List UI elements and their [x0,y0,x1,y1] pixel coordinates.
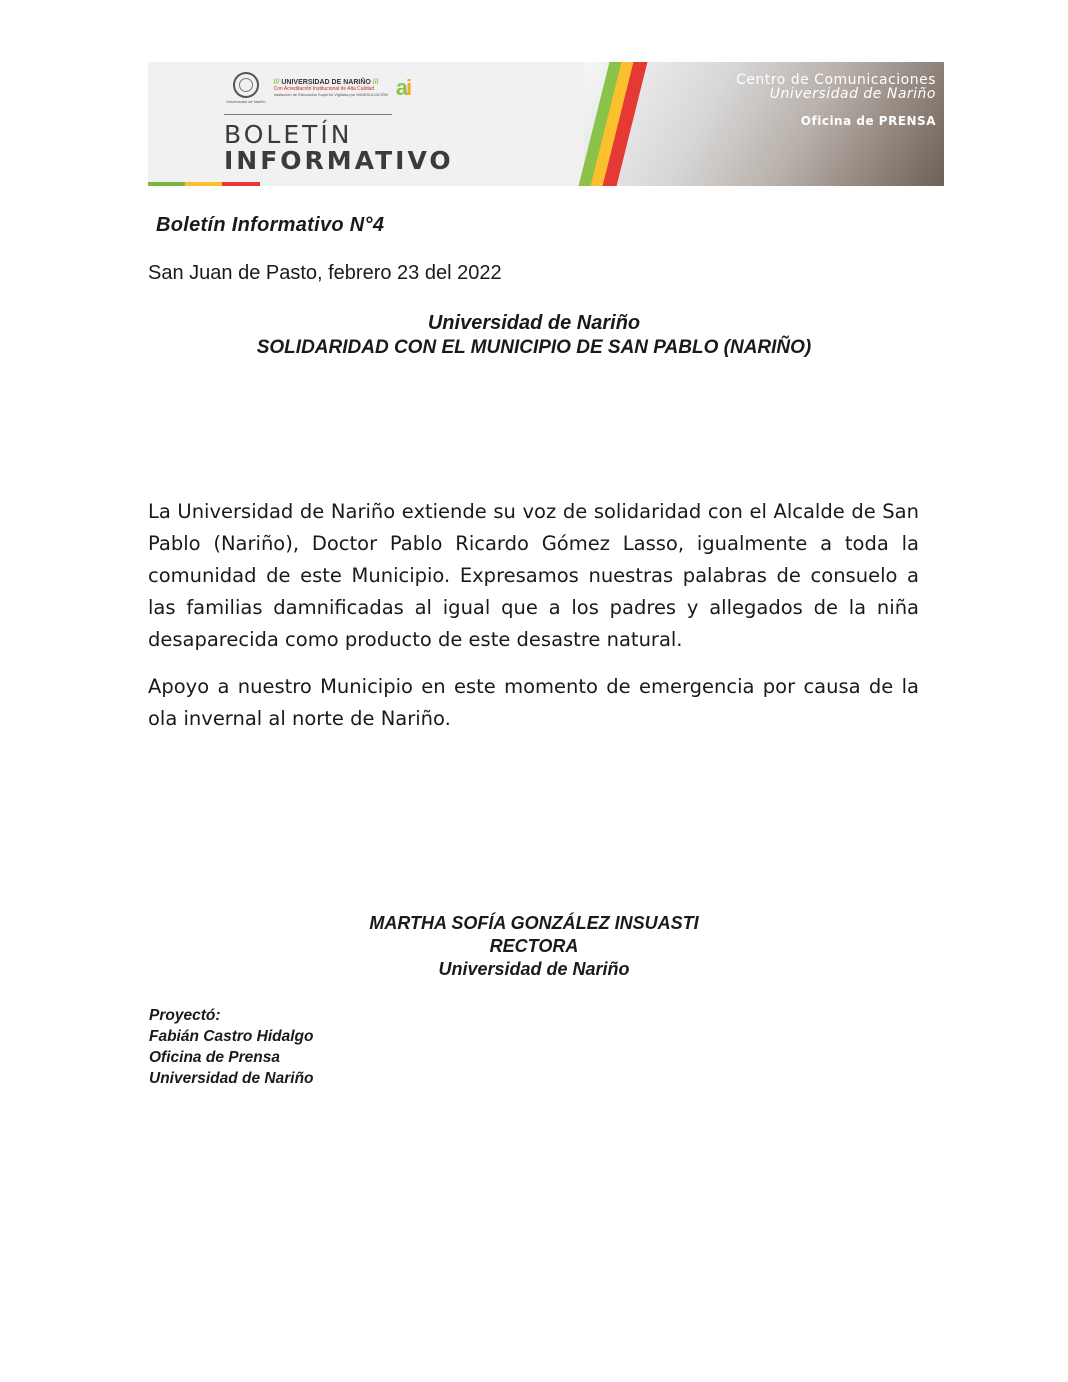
signature-institution: Universidad de Nariño [438,959,630,979]
seal-caption: Universidad de Nariño [226,99,266,104]
heading-university: Universidad de Nariño [427,312,641,334]
logo-subtitle: Con Acreditación Institucional de Alta Calidad [273,85,375,92]
banner-title-line2: INFORMATIVO [224,146,454,175]
project-credit-author: Fabián Castro Hidalgo [149,1028,314,1045]
logo-title: UNIVERSIDAD DE NARIÑO [281,78,371,86]
accreditation-logo-icon: ai [395,75,411,100]
project-credit-office: Oficina de Prensa [149,1049,280,1066]
signature-name: MARTHA SOFÍA GONZÁLEZ INSUASTI [369,913,699,933]
university-logo-text: /// UNIVERSIDAD DE NARIÑO /// Con Acreditación Institucional de Alta Calidad Institución de Educación Superior Vigilada por MINEDUCACIÓN [273,78,388,97]
project-credit-institution: Universidad de Nariño [149,1070,314,1087]
banner-center-line1: Centro de Comunicaciones [736,72,936,88]
banner-center-line2: Universidad de Nariño [769,86,936,102]
project-credit-label: Proyectó: [149,1007,221,1024]
university-seal-icon [226,72,266,104]
bulletin-number: Boletín Informativo N°4 [156,214,385,236]
university-logo [226,72,410,104]
heading-title: SOLIDARIDAD CON EL MUNICIPIO DE SAN PABLO (NARIÑO) [256,337,812,358]
logo-subtitle-2: Institución de Educación Superior Vigilada por MINEDUCACIÓN [273,91,388,97]
banner-title-line1: BOLETÍN [224,120,353,149]
body-paragraph-2: Apoyo a nuestro Municipio en este momento de emergencia por causa de la ola invernal al norte de Nariño. [148,675,919,730]
date-line: San Juan de Pasto, febrero 23 del 2022 [148,262,502,284]
header-banner [148,62,944,186]
banner-office: Oficina de PRENSA [800,114,936,128]
signature-role: RECTORA [489,936,579,956]
banner-color-stripe [148,182,260,186]
banner-divider [224,114,392,115]
body-paragraph-1: La Universidad de Nariño extiende su voz de solidaridad con el Alcalde de San Pablo (Nariño), Doctor Pablo Ricardo Gómez Lasso, igualmente a toda la comunidad de este Municipio. Expresamos nuestras palabras de consuelo a las familias damnificadas al igual que a los padres y allegados de la niña desaparecida como producto de este desastre natural. [148,500,919,651]
